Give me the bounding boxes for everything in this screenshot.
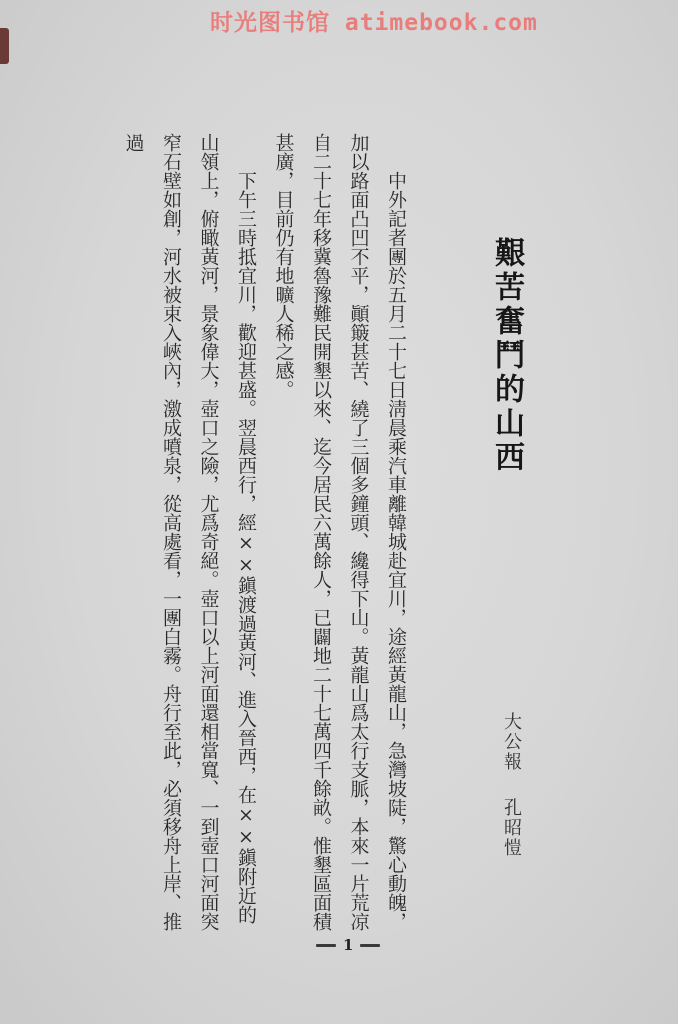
page-number-rule-left <box>316 944 336 947</box>
watermark-text: 时光图书馆 atimebook.com <box>210 10 538 36</box>
scan-artifact-blotch <box>0 28 9 64</box>
article-title: 艱苦奮鬥的山西 <box>489 237 524 475</box>
paragraph: 下午三時抵宜川，歡迎甚盛。翌晨西行，經××鎭渡過黃河、進入晉西，在××鎭附近的山領上，俯瞰黃河，景象偉大，壺口之險，尤爲奇絕。壺口以上河面還相當寬、一到壺口河面突窄石壁如創，河水被束入峽內，激成噴泉，從高處看，一團白霧。舟行至此，必須移舟上岸、推過 <box>122 133 257 931</box>
article-body <box>122 133 414 937</box>
page-number-value: 1 <box>343 936 354 954</box>
page-number-rule-right <box>360 944 380 947</box>
paragraph: 中外記者團於五月二十七日淸晨乘汽車離韓城赴宜川，途經黃龍山，急灣坡陡，驚心動魄，加以路面凸凹不平，顚簸甚苦、繞了三個多鐘頭、纔得下山。黃龍山爲太行支脈，本來一片荒凉自二十七年移冀魯豫難民開墾以來、迄今居民六萬餘人，已闢地二十七萬四千餘畝。惟墾區面積甚廣，目前仍有地曠人稀之感。 <box>272 133 407 931</box>
byline-publication: 大公報 <box>501 712 522 772</box>
byline-author: 孔昭愷 <box>501 798 522 858</box>
page-number <box>316 938 380 953</box>
byline <box>498 712 524 858</box>
